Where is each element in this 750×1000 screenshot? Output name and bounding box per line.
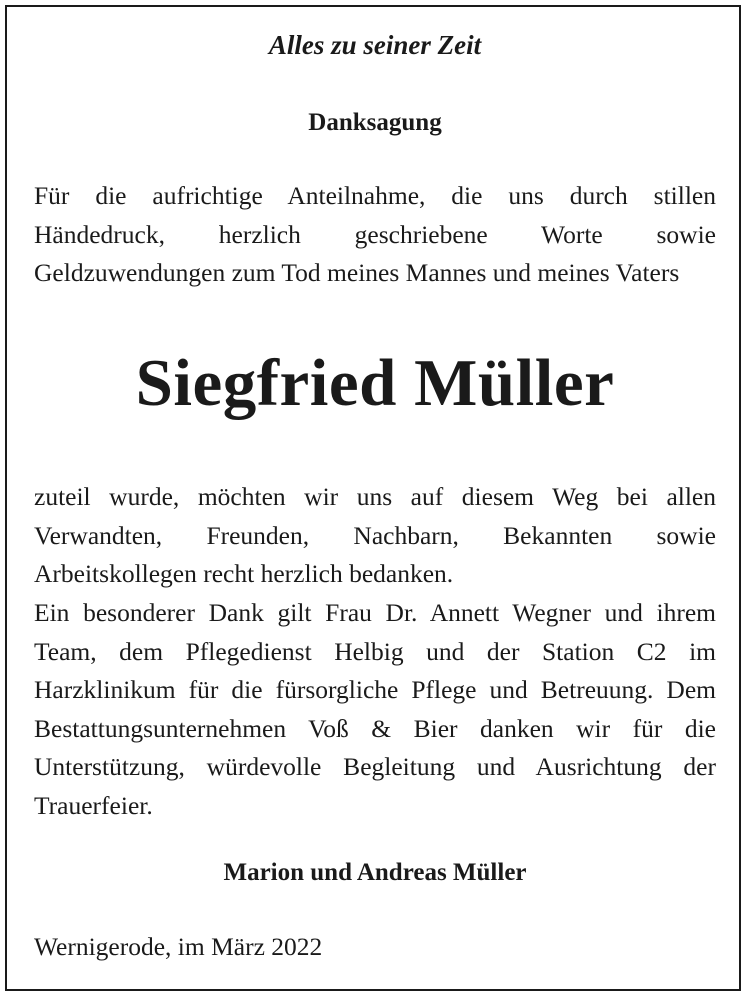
motto: Alles zu seiner Zeit bbox=[268, 30, 482, 60]
signature: Marion und Andreas Müller bbox=[223, 859, 527, 886]
place-date: Wernigerode, im März 2022 bbox=[34, 932, 323, 961]
notice-heading: Danksagung bbox=[308, 109, 442, 136]
special-thanks-paragraph: Ein besonderer Dank gilt Frau Dr. Annett Wegner und ihrem Team, dem Pflegedienst Helbig und der Station C2 im Harzklinikum für die fürsorgliche Pflege und Betreuung. Dem Bestattungsunternehmen Voß & Bier danken wir für die Unterstützung, würdevolle Begleitung und Ausrichtung der Trauerfeier. bbox=[34, 598, 716, 820]
intro-paragraph: Für die aufrichtige Anteilnahme, die uns durch stillen Händedruck, herzlich geschriebene Worte sowie Geldzuwendungen zum Tod meines Mannes und meines Vaters bbox=[34, 181, 716, 288]
thanks-paragraph: zuteil wurde, möchten wir uns auf diesem Weg bei allen Verwandten, Freunden, Nachbarn, Bekannten sowie Arbeitskollegen recht herzlich bedanken. bbox=[34, 482, 716, 589]
deceased-name: Siegfried Müller bbox=[135, 346, 615, 420]
